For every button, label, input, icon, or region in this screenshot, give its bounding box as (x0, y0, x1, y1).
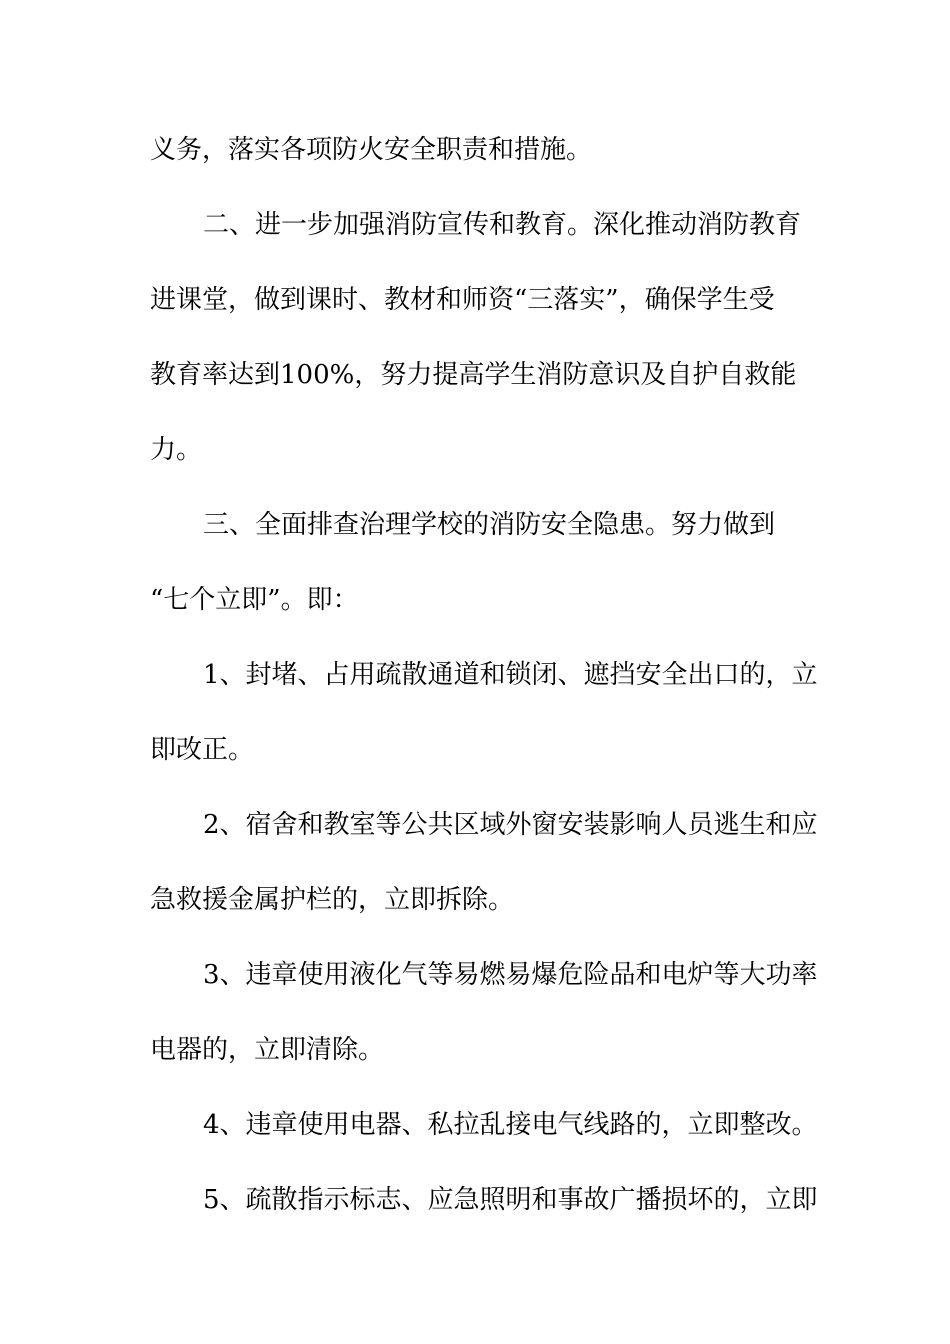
text-line: 即改正。 (150, 735, 255, 765)
text-line: 二、进一步加强消防宣传和教育。深化推动消防教育 (203, 210, 802, 240)
text-line: 5、疏散指示标志、应急照明和事故广播损坏的，立即 (203, 1185, 818, 1215)
text-line: 力。 (150, 435, 203, 465)
text-line: 急救援金属护栏的，立即拆除。 (150, 885, 515, 915)
text-line: 三、全面排查治理学校的消防安全隐患。努力做到 (203, 510, 776, 540)
text-line: 电器的，立即清除。 (150, 1035, 385, 1065)
text-line: 3、违章使用液化气等易燃易爆危险品和电炉等大功率 (203, 960, 818, 990)
text-line: 2、宿舍和教室等公共区域外窗安装影响人员逃生和应 (203, 810, 818, 840)
text-line: 进课堂，做到课时、教材和师资“三落实”，确保学生受 (150, 285, 775, 315)
text-line: 4、违章使用电器、私拉乱接电气线路的，立即整改。 (203, 1110, 818, 1140)
text-line: 义务，落实各项防火安全职责和措施。 (150, 135, 593, 165)
text-line: 教育率达到100%，努力提高学生消防意识及自护自救能 (150, 360, 797, 390)
text-line: “七个立即”。即： (150, 585, 359, 615)
text-line: 1、封堵、占用疏散通道和锁闭、遮挡安全出口的，立 (203, 660, 818, 690)
